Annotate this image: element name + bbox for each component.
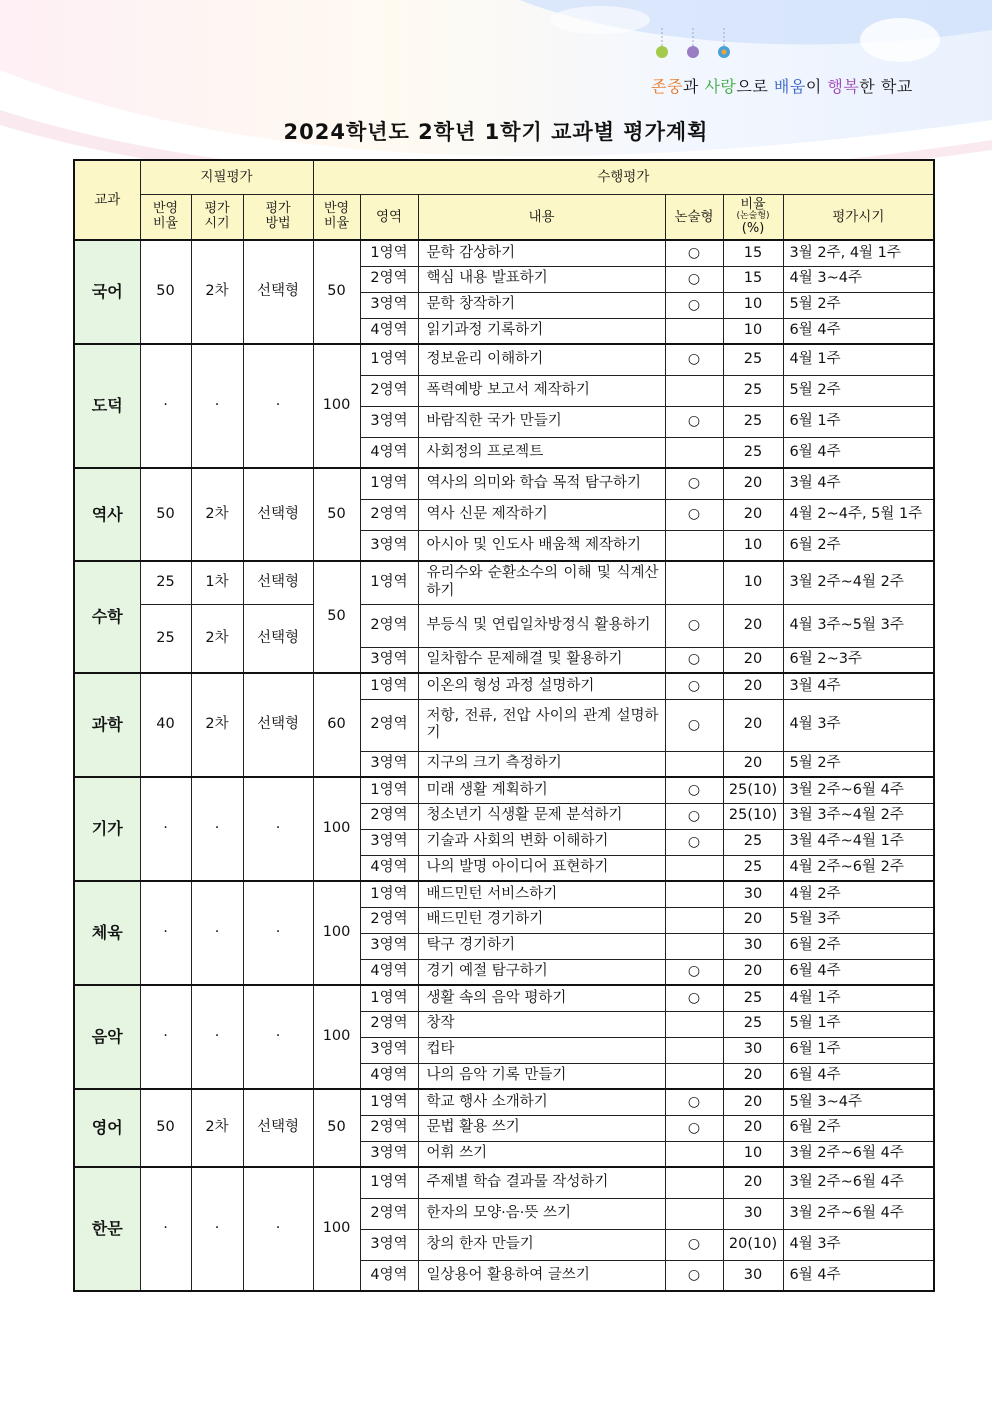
- col-header-content: 내용: [418, 194, 665, 240]
- motto-part: 이: [805, 77, 828, 96]
- essay-mark: ○: [665, 499, 723, 530]
- evaluation-period: 6월 2주: [783, 933, 934, 959]
- written-timing: 2차: [191, 673, 243, 777]
- rate-value: 20: [723, 1115, 783, 1141]
- subject-name: 과학: [74, 673, 140, 777]
- content-text: 탁구 경기하기: [418, 933, 665, 959]
- essay-mark: [665, 1063, 723, 1089]
- content-text: 바람직한 국가 만들기: [418, 406, 665, 437]
- area-label: 2영역: [360, 1115, 418, 1141]
- area-label: 2영역: [360, 1011, 418, 1037]
- written-timing: ·: [191, 985, 243, 1089]
- content-text: 아시아 및 인도사 배움책 제작하기: [418, 530, 665, 561]
- area-label: 3영역: [360, 530, 418, 561]
- written-ratio: 50: [140, 240, 191, 344]
- content-text: 나의 음악 기록 만들기: [418, 1063, 665, 1089]
- essay-mark: ○: [665, 266, 723, 292]
- area-label: 4영역: [360, 318, 418, 344]
- motto-part: 존중: [651, 77, 683, 96]
- essay-mark: [665, 1198, 723, 1229]
- evaluation-period: 6월 4주: [783, 959, 934, 985]
- table-row: [74, 881, 934, 907]
- area-label: 3영역: [360, 647, 418, 673]
- col-header-written-timing: 평가 시기: [191, 194, 243, 240]
- rate-value: 30: [723, 1260, 783, 1291]
- area-label: 1영역: [360, 881, 418, 907]
- evaluation-period: 4월 1주: [783, 344, 934, 375]
- content-text: 문학 창작하기: [418, 292, 665, 318]
- evaluation-period: 3월 2주, 4월 1주: [783, 240, 934, 266]
- essay-mark: [665, 855, 723, 881]
- content-text: 읽기과정 기록하기: [418, 318, 665, 344]
- subject-name: 음악: [74, 985, 140, 1089]
- subject-name: 한문: [74, 1167, 140, 1291]
- evaluation-period: 6월 1주: [783, 406, 934, 437]
- essay-mark: ○: [665, 1089, 723, 1115]
- essay-mark: [665, 437, 723, 468]
- evaluation-period: 4월 3~4주: [783, 266, 934, 292]
- content-text: 어휘 쓰기: [418, 1141, 665, 1167]
- rate-value: 25: [723, 829, 783, 855]
- evaluation-period: 4월 2~4주, 5월 1주: [783, 499, 934, 530]
- performance-ratio: 60: [313, 673, 360, 777]
- essay-mark: ○: [665, 647, 723, 673]
- area-label: 2영역: [360, 266, 418, 292]
- rate-value: 20(10): [723, 1229, 783, 1260]
- written-timing: ·: [191, 881, 243, 985]
- area-label: 3영역: [360, 751, 418, 777]
- written-ratio: ·: [140, 777, 191, 881]
- written-timing: 1차: [191, 561, 243, 604]
- content-text: 배드민턴 서비스하기: [418, 881, 665, 907]
- content-text: 역사 신문 제작하기: [418, 499, 665, 530]
- written-ratio: ·: [140, 881, 191, 985]
- evaluation-period: 4월 2주~6월 2주: [783, 855, 934, 881]
- evaluation-period: 5월 2주: [783, 375, 934, 406]
- evaluation-period: 6월 4주: [783, 318, 934, 344]
- motto-part: 사랑: [704, 77, 737, 96]
- content-text: 폭력예방 보고서 제작하기: [418, 375, 665, 406]
- rate-value: 20: [723, 751, 783, 777]
- essay-mark: [665, 375, 723, 406]
- essay-mark: ○: [665, 959, 723, 985]
- essay-mark: ○: [665, 292, 723, 318]
- written-timing: ·: [191, 1167, 243, 1291]
- area-label: 2영역: [360, 604, 418, 647]
- essay-mark: ○: [665, 777, 723, 803]
- rate-value: 10: [723, 1141, 783, 1167]
- performance-ratio: 50: [313, 240, 360, 344]
- content-text: 일상용어 활용하여 글쓰기: [418, 1260, 665, 1291]
- content-text: 사회정의 프로젝트: [418, 437, 665, 468]
- content-text: 한자의 모양·음·뜻 쓰기: [418, 1198, 665, 1229]
- content-text: 문학 감상하기: [418, 240, 665, 266]
- motto-part: 으로: [736, 77, 774, 96]
- col-header-rate: 비율 (논술형) (%): [723, 194, 783, 240]
- area-label: 2영역: [360, 375, 418, 406]
- content-text: 청소년기 식생활 문제 분석하기: [418, 803, 665, 829]
- performance-ratio: 100: [313, 985, 360, 1089]
- content-text: 문법 활용 쓰기: [418, 1115, 665, 1141]
- content-text: 저항, 전류, 전압 사이의 관계 설명하기: [418, 699, 665, 751]
- content-text: 학교 행사 소개하기: [418, 1089, 665, 1115]
- performance-ratio: 100: [313, 881, 360, 985]
- table-row: [74, 1089, 934, 1115]
- area-label: 1영역: [360, 240, 418, 266]
- rate-value: 20: [723, 604, 783, 647]
- area-label: 1영역: [360, 777, 418, 803]
- area-label: 3영역: [360, 829, 418, 855]
- rate-value: 20: [723, 647, 783, 673]
- subject-name: 역사: [74, 468, 140, 561]
- evaluation-period: 4월 3주: [783, 699, 934, 751]
- table-row: [74, 604, 934, 647]
- area-label: 1영역: [360, 1089, 418, 1115]
- evaluation-period: 6월 1주: [783, 1037, 934, 1063]
- essay-mark: ○: [665, 1260, 723, 1291]
- performance-ratio: 50: [313, 1089, 360, 1167]
- essay-mark: ○: [665, 1115, 723, 1141]
- rate-value: 20: [723, 499, 783, 530]
- essay-mark: ○: [665, 604, 723, 647]
- written-method: ·: [243, 1167, 313, 1291]
- table-row: [74, 777, 934, 803]
- col-header-written-method: 평가 방법: [243, 194, 313, 240]
- essay-mark: ○: [665, 673, 723, 699]
- school-motto: [651, 74, 913, 97]
- evaluation-period: 6월 4주: [783, 1260, 934, 1291]
- rate-value: 20: [723, 468, 783, 499]
- content-text: 정보윤리 이해하기: [418, 344, 665, 375]
- area-label: 1영역: [360, 561, 418, 604]
- essay-mark: [665, 933, 723, 959]
- rate-value: 10: [723, 292, 783, 318]
- content-text: 일차함수 문제해결 및 활용하기: [418, 647, 665, 673]
- table-row: [74, 561, 934, 604]
- performance-ratio: 50: [313, 468, 360, 561]
- rate-value: 20: [723, 673, 783, 699]
- evaluation-period: 4월 2주: [783, 881, 934, 907]
- written-method: 선택형: [243, 561, 313, 604]
- table-row: [74, 673, 934, 699]
- written-ratio: 50: [140, 1089, 191, 1167]
- area-label: 4영역: [360, 1063, 418, 1089]
- written-ratio: ·: [140, 985, 191, 1089]
- subject-name: 도덕: [74, 344, 140, 468]
- essay-mark: [665, 751, 723, 777]
- content-text: 컵타: [418, 1037, 665, 1063]
- rate-value: 30: [723, 1198, 783, 1229]
- area-label: 1영역: [360, 1167, 418, 1198]
- rate-value: 20: [723, 1167, 783, 1198]
- rate-value: 20: [723, 1089, 783, 1115]
- col-header-perf-ratio: 반영 비율: [313, 194, 360, 240]
- rate-value: 25: [723, 344, 783, 375]
- essay-mark: ○: [665, 468, 723, 499]
- col-header-area: 영역: [360, 194, 418, 240]
- content-text: 이온의 형성 과정 설명하기: [418, 673, 665, 699]
- col-header-timing: 평가시기: [783, 194, 934, 240]
- essay-mark: ○: [665, 985, 723, 1011]
- written-ratio: 50: [140, 468, 191, 561]
- evaluation-period: 6월 2주: [783, 530, 934, 561]
- essay-mark: [665, 1167, 723, 1198]
- rate-value: 10: [723, 561, 783, 604]
- essay-mark: ○: [665, 699, 723, 751]
- evaluation-period: 6월 4주: [783, 1063, 934, 1089]
- evaluation-period: 5월 2주: [783, 751, 934, 777]
- content-text: 창작: [418, 1011, 665, 1037]
- rate-value: 10: [723, 318, 783, 344]
- rate-value: 25: [723, 375, 783, 406]
- evaluation-period: 3월 4주: [783, 673, 934, 699]
- area-label: 1영역: [360, 344, 418, 375]
- area-label: 4영역: [360, 855, 418, 881]
- area-label: 4영역: [360, 1260, 418, 1291]
- evaluation-period: 5월 3~4주: [783, 1089, 934, 1115]
- subject-name: 체육: [74, 881, 140, 985]
- evaluation-period: 5월 2주: [783, 292, 934, 318]
- area-label: 2영역: [360, 803, 418, 829]
- motto-part: 행복: [827, 77, 860, 96]
- essay-mark: [665, 1037, 723, 1063]
- written-ratio: 25: [140, 604, 191, 673]
- essay-mark: ○: [665, 344, 723, 375]
- rate-value: 20: [723, 907, 783, 933]
- decorative-dots-icon: [654, 26, 744, 66]
- written-method: 선택형: [243, 468, 313, 561]
- written-method: ·: [243, 881, 313, 985]
- subject-name: 영어: [74, 1089, 140, 1167]
- area-label: 1영역: [360, 673, 418, 699]
- table-row: [74, 1167, 934, 1198]
- essay-mark: ○: [665, 406, 723, 437]
- area-label: 4영역: [360, 959, 418, 985]
- written-ratio: 25: [140, 561, 191, 604]
- evaluation-period: 3월 2주~6월 4주: [783, 1198, 934, 1229]
- motto-part: 배움: [773, 77, 806, 96]
- rate-value: 25(10): [723, 803, 783, 829]
- written-timing: ·: [191, 344, 243, 468]
- content-text: 생활 속의 음악 평하기: [418, 985, 665, 1011]
- written-method: 선택형: [243, 240, 313, 344]
- rate-value: 25: [723, 406, 783, 437]
- area-label: 3영역: [360, 1229, 418, 1260]
- essay-mark: ○: [665, 829, 723, 855]
- written-method: 선택형: [243, 673, 313, 777]
- content-text: 지구의 크기 측정하기: [418, 751, 665, 777]
- subject-name: 수학: [74, 561, 140, 673]
- essay-mark: [665, 318, 723, 344]
- header-row-2: [74, 194, 934, 240]
- col-header-performance: 수행평가: [313, 160, 934, 194]
- table-row: [74, 344, 934, 375]
- content-text: 나의 발명 아이디어 표현하기: [418, 855, 665, 881]
- rate-value: 20: [723, 959, 783, 985]
- header-row-1: [74, 160, 934, 194]
- essay-mark: ○: [665, 803, 723, 829]
- written-method: 선택형: [243, 1089, 313, 1167]
- performance-ratio: 100: [313, 1167, 360, 1291]
- evaluation-period: 3월 2주~6월 4주: [783, 777, 934, 803]
- rate-value: 15: [723, 266, 783, 292]
- written-timing: ·: [191, 777, 243, 881]
- table-row: [74, 985, 934, 1011]
- written-method: ·: [243, 344, 313, 468]
- col-header-essay: 논술형: [665, 194, 723, 240]
- written-timing: 2차: [191, 1089, 243, 1167]
- content-text: 경기 예절 탐구하기: [418, 959, 665, 985]
- area-label: 4영역: [360, 437, 418, 468]
- area-label: 3영역: [360, 406, 418, 437]
- written-ratio: ·: [140, 1167, 191, 1291]
- evaluation-period: 3월 4주: [783, 468, 934, 499]
- written-ratio: 40: [140, 673, 191, 777]
- evaluation-period: 6월 2~3주: [783, 647, 934, 673]
- motto-part: 과: [682, 77, 705, 96]
- written-timing: 2차: [191, 468, 243, 561]
- written-timing: 2차: [191, 240, 243, 344]
- rate-value: 10: [723, 530, 783, 561]
- written-method: ·: [243, 777, 313, 881]
- evaluation-period: 3월 2주~6월 4주: [783, 1141, 934, 1167]
- evaluation-period: 6월 2주: [783, 1115, 934, 1141]
- rate-value: 25: [723, 1011, 783, 1037]
- performance-ratio: 100: [313, 777, 360, 881]
- col-header-written-ratio: 반영 비율: [140, 194, 191, 240]
- content-text: 부등식 및 연립일차방정식 활용하기: [418, 604, 665, 647]
- content-text: 역사의 의미와 학습 목적 탐구하기: [418, 468, 665, 499]
- content-text: 핵심 내용 발표하기: [418, 266, 665, 292]
- rate-value: 20: [723, 699, 783, 751]
- rate-value: 30: [723, 1037, 783, 1063]
- written-method: 선택형: [243, 604, 313, 673]
- written-timing: 2차: [191, 604, 243, 673]
- written-ratio: ·: [140, 344, 191, 468]
- col-header-written: 지필평가: [140, 160, 313, 194]
- essay-mark: [665, 561, 723, 604]
- essay-mark: [665, 907, 723, 933]
- area-label: 3영역: [360, 1141, 418, 1167]
- table-row: [74, 468, 934, 499]
- written-method: ·: [243, 985, 313, 1089]
- evaluation-period: 4월 3주: [783, 1229, 934, 1260]
- col-header-subject: 교과: [74, 160, 140, 240]
- evaluation-period: 5월 1주: [783, 1011, 934, 1037]
- rate-value: 25: [723, 437, 783, 468]
- subject-name: 기가: [74, 777, 140, 881]
- essay-mark: ○: [665, 1229, 723, 1260]
- area-label: 1영역: [360, 985, 418, 1011]
- table-row: [74, 240, 934, 266]
- evaluation-plan-table: [73, 159, 935, 1292]
- area-label: 2영역: [360, 499, 418, 530]
- evaluation-period: 3월 3주~4월 2주: [783, 803, 934, 829]
- rate-value: 25: [723, 985, 783, 1011]
- area-label: 2영역: [360, 699, 418, 751]
- performance-ratio: 100: [313, 344, 360, 468]
- area-label: 2영역: [360, 907, 418, 933]
- evaluation-period: 3월 4주~4월 1주: [783, 829, 934, 855]
- content-text: 창의 한자 만들기: [418, 1229, 665, 1260]
- evaluation-period: 5월 3주: [783, 907, 934, 933]
- essay-mark: [665, 881, 723, 907]
- content-text: 유리수와 순환소수의 이해 및 식계산하기: [418, 561, 665, 604]
- motto-part: 한 학교: [859, 77, 913, 96]
- rate-value: 25(10): [723, 777, 783, 803]
- rate-value: 30: [723, 881, 783, 907]
- page-title: 2024학년도 2학년 1학기 교과별 평가계획: [283, 120, 709, 144]
- content-text: 주제별 학습 결과물 작성하기: [418, 1167, 665, 1198]
- area-label: 1영역: [360, 468, 418, 499]
- rate-value: 20: [723, 1063, 783, 1089]
- rate-value: 30: [723, 933, 783, 959]
- evaluation-period: 4월 1주: [783, 985, 934, 1011]
- evaluation-period: 4월 3주~5월 3주: [783, 604, 934, 647]
- performance-ratio: 50: [313, 561, 360, 673]
- content-text: 기술과 사회의 변화 이해하기: [418, 829, 665, 855]
- essay-mark: [665, 1011, 723, 1037]
- content-text: 미래 생활 계획하기: [418, 777, 665, 803]
- subject-name: 국어: [74, 240, 140, 344]
- essay-mark: ○: [665, 240, 723, 266]
- evaluation-period: 3월 2주~6월 4주: [783, 1167, 934, 1198]
- evaluation-period: 6월 4주: [783, 437, 934, 468]
- rate-value: 15: [723, 240, 783, 266]
- area-label: 2영역: [360, 1198, 418, 1229]
- area-label: 3영역: [360, 292, 418, 318]
- content-text: 배드민턴 경기하기: [418, 907, 665, 933]
- area-label: 3영역: [360, 933, 418, 959]
- essay-mark: [665, 530, 723, 561]
- area-label: 3영역: [360, 1037, 418, 1063]
- essay-mark: [665, 1141, 723, 1167]
- evaluation-period: 3월 2주~4월 2주: [783, 561, 934, 604]
- rate-value: 25: [723, 855, 783, 881]
